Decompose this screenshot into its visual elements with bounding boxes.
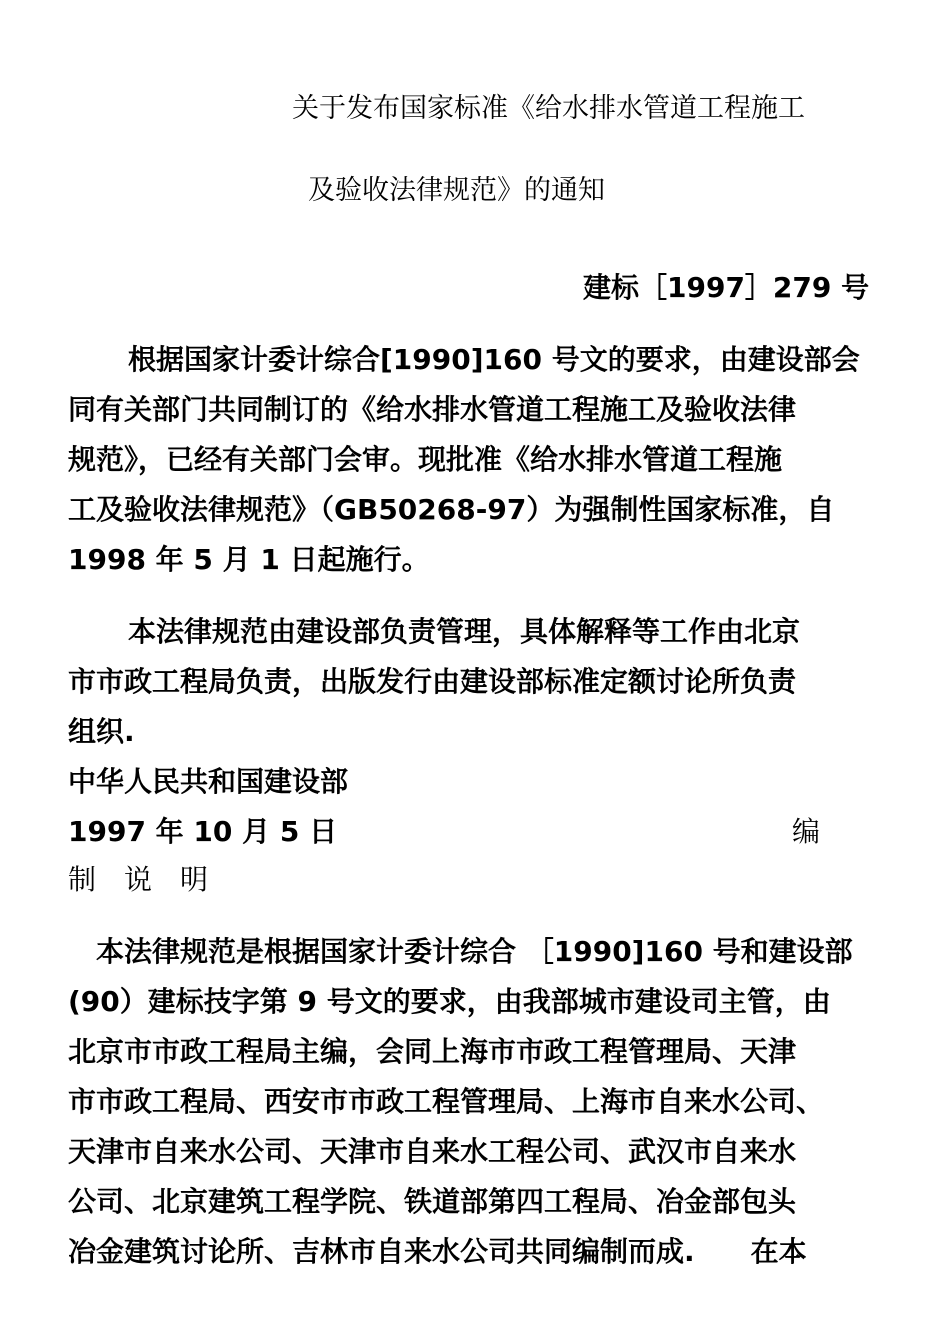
para1-line-2: 同有关部门共同制订的《给水排水管道工程施工及验收法律 xyxy=(68,393,797,426)
para1-line-4: 工及验收法律规范》（GB50268-97）为强制性国家标准，自 xyxy=(68,493,835,526)
para3-line-3: 北京市市政工程局主编，会同上海市市政工程管理局、天津 xyxy=(68,1035,797,1068)
issue-date: 1997 年 10 月 5 日 xyxy=(68,815,338,848)
para3-line-2: (90）建标技字第 9 号文的要求，由我部城市建设司主管，由 xyxy=(68,985,831,1018)
para1-line-3: 规范》，已经有关部门会审。现批准《给水排水管道工程施 xyxy=(68,443,783,476)
title-line-1: 关于发布国家标准《给水排水管道工程施工 xyxy=(292,93,805,124)
title-line-2: 及验收法律规范》的通知 xyxy=(308,175,605,206)
para1-line-1: 根据国家计委计综合[1990]160 号文的要求，由建设部会 xyxy=(128,343,860,376)
issuer: 中华人民共和国建设部 xyxy=(68,765,349,798)
para3-line-6: 公司、北京建筑工程学院、铁道部第四工程局、冶金部包头 xyxy=(68,1185,797,1218)
para3-line-1: 本法律规范是根据国家计委计综合 ［1990]160 号和建设部 xyxy=(96,935,853,968)
para2-line-3: 组织. xyxy=(68,715,135,748)
document-number: 建标［1997］279 号 xyxy=(583,271,870,304)
para3-line-4: 市市政工程局、西安市市政工程管理局、上海市自来水公司、 xyxy=(68,1085,825,1118)
para2-line-2: 市市政工程局负责，出版发行由建设部标准定额讨论所负责 xyxy=(68,665,797,698)
para1-line-5: 1998 年 5 月 1 日起施行。 xyxy=(68,543,430,576)
para2-line-1: 本法律规范由建设部负责管理，具体解释等工作由北京 xyxy=(128,615,801,648)
para3-line-7: 冶金建筑讨论所、吉林市自来水公司共同编制而成. 在本 xyxy=(68,1235,807,1268)
para3-line-5: 天津市自来水公司、天津市自来水工程公司、武汉市自来水 xyxy=(68,1135,797,1168)
section-heading-part-1: 编 xyxy=(792,815,821,848)
section-heading-part-2: 制 说 明 xyxy=(68,863,209,896)
